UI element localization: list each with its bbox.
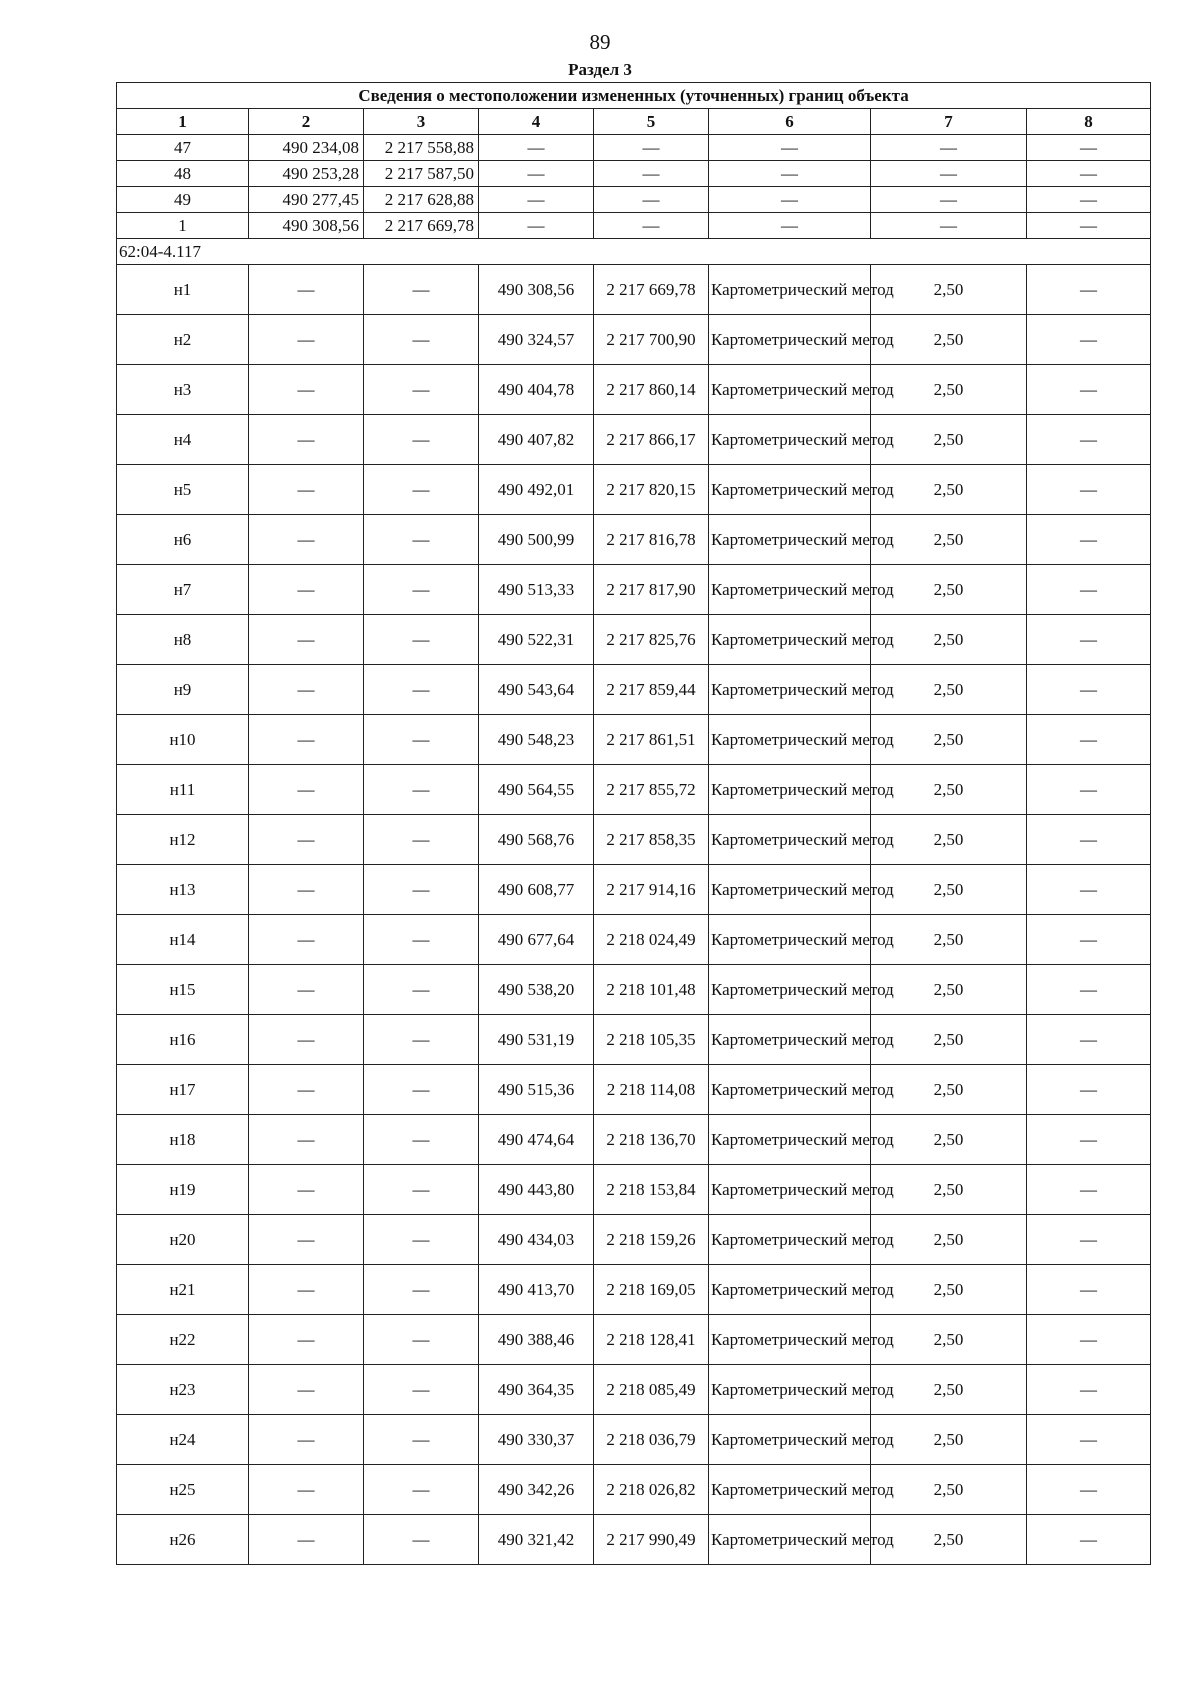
table-cell: 2,50 bbox=[871, 565, 1027, 615]
table-cell: Картометрический метод bbox=[709, 1115, 871, 1165]
table-cell: — bbox=[709, 187, 871, 213]
table-cell: — bbox=[479, 135, 594, 161]
group-row bbox=[117, 239, 1151, 265]
table-cell: — bbox=[249, 765, 364, 815]
table-cell: — bbox=[1027, 365, 1151, 415]
table-cell: н16 bbox=[117, 1015, 249, 1065]
table-cell: — bbox=[871, 135, 1027, 161]
table-row bbox=[117, 1315, 1151, 1365]
table-cell: 1 bbox=[117, 213, 249, 239]
table-cell: н4 bbox=[117, 415, 249, 465]
table-cell: 2 217 700,90 bbox=[594, 315, 709, 365]
table-cell: — bbox=[364, 465, 479, 515]
table-cell: н6 bbox=[117, 515, 249, 565]
table-cell: — bbox=[249, 1015, 364, 1065]
table-cell: 2,50 bbox=[871, 765, 1027, 815]
table-cell: 2 218 169,05 bbox=[594, 1265, 709, 1315]
table-cell: — bbox=[1027, 565, 1151, 615]
table-cell: — bbox=[249, 565, 364, 615]
table-cell: — bbox=[1027, 265, 1151, 315]
table-cell: Картометрический метод bbox=[709, 1265, 871, 1315]
table-row bbox=[117, 815, 1151, 865]
table-cell: — bbox=[871, 187, 1027, 213]
table-cell: Картометрический метод bbox=[709, 465, 871, 515]
table-cell: — bbox=[1027, 1215, 1151, 1265]
table-cell: 2,50 bbox=[871, 265, 1027, 315]
table-cell: — bbox=[364, 565, 479, 615]
table-cell: 2 217 860,14 bbox=[594, 365, 709, 415]
table-cell: н14 bbox=[117, 915, 249, 965]
table-cell: — bbox=[364, 415, 479, 465]
table-cell: 490 515,36 bbox=[479, 1065, 594, 1115]
table-cell: — bbox=[1027, 1515, 1151, 1565]
table-cell: 490 364,35 bbox=[479, 1365, 594, 1415]
table-cell: 490 407,82 bbox=[479, 415, 594, 465]
table-row bbox=[117, 915, 1151, 965]
table-cell: 490 677,64 bbox=[479, 915, 594, 965]
table-cell: 2 217 825,76 bbox=[594, 615, 709, 665]
table-cell: 490 404,78 bbox=[479, 365, 594, 415]
table-row bbox=[117, 1065, 1151, 1115]
table-cell: 490 538,20 bbox=[479, 965, 594, 1015]
table-cell: 2,50 bbox=[871, 1165, 1027, 1215]
table-cell: 490 513,33 bbox=[479, 565, 594, 615]
table-cell: — bbox=[364, 1415, 479, 1465]
table-cell: 490 434,03 bbox=[479, 1215, 594, 1265]
table-row bbox=[117, 865, 1151, 915]
table-cell: 2 217 990,49 bbox=[594, 1515, 709, 1565]
table-cell: — bbox=[1027, 315, 1151, 365]
table-cell: — bbox=[1027, 1415, 1151, 1465]
table-row bbox=[117, 665, 1151, 715]
table-cell: 2 217 817,90 bbox=[594, 565, 709, 615]
table-cell: 490 531,19 bbox=[479, 1015, 594, 1065]
table-cell: 490 277,45 bbox=[249, 187, 364, 213]
table-cell: н26 bbox=[117, 1515, 249, 1565]
table-cell: н5 bbox=[117, 465, 249, 515]
table-cell: — bbox=[249, 365, 364, 415]
column-number-2: 2 bbox=[249, 109, 364, 135]
table-cell: 490 608,77 bbox=[479, 865, 594, 915]
table-cell: н19 bbox=[117, 1165, 249, 1215]
table-cell: 2,50 bbox=[871, 1515, 1027, 1565]
table-cell: Картометрический метод bbox=[709, 365, 871, 415]
table-cell: — bbox=[249, 465, 364, 515]
table-cell: — bbox=[594, 187, 709, 213]
table-cell: 2,50 bbox=[871, 665, 1027, 715]
table-cell: — bbox=[249, 915, 364, 965]
table-row bbox=[117, 1415, 1151, 1465]
table-cell: Картометрический метод bbox=[709, 965, 871, 1015]
table-cell: 2,50 bbox=[871, 515, 1027, 565]
table-cell: — bbox=[364, 365, 479, 415]
table-cell: Картометрический метод bbox=[709, 1415, 871, 1465]
table-cell: 2,50 bbox=[871, 1265, 1027, 1315]
table-cell: — bbox=[249, 615, 364, 665]
table-cell: — bbox=[1027, 415, 1151, 465]
table-cell: — bbox=[364, 815, 479, 865]
table-cell: Картометрический метод bbox=[709, 665, 871, 715]
table-cell: — bbox=[364, 265, 479, 315]
table-cell: — bbox=[1027, 1015, 1151, 1065]
table-cell: — bbox=[364, 1215, 479, 1265]
table-cell: 2,50 bbox=[871, 415, 1027, 465]
table-cell: Картометрический метод bbox=[709, 1215, 871, 1265]
table-cell: Картометрический метод bbox=[709, 565, 871, 615]
table-cell: — bbox=[1027, 915, 1151, 965]
table-cell: 490 234,08 bbox=[249, 135, 364, 161]
table-cell: 490 413,70 bbox=[479, 1265, 594, 1315]
table-cell: — bbox=[364, 1515, 479, 1565]
table-cell: — bbox=[1027, 161, 1151, 187]
table-cell: — bbox=[594, 161, 709, 187]
table-cell: — bbox=[364, 315, 479, 365]
table-cell: 490 443,80 bbox=[479, 1165, 594, 1215]
table-cell: 490 342,26 bbox=[479, 1465, 594, 1515]
table-cell: — bbox=[249, 315, 364, 365]
table-cell: 2,50 bbox=[871, 1465, 1027, 1515]
table-cell: Картометрический метод bbox=[709, 265, 871, 315]
table-cell: — bbox=[871, 161, 1027, 187]
table-cell: 2,50 bbox=[871, 1415, 1027, 1465]
table-cell: н20 bbox=[117, 1215, 249, 1265]
table-cell: — bbox=[249, 1365, 364, 1415]
column-number-3: 3 bbox=[364, 109, 479, 135]
table-cell: 47 bbox=[117, 135, 249, 161]
table-row bbox=[117, 1015, 1151, 1065]
table-cell: 2,50 bbox=[871, 615, 1027, 665]
table-cell: 2,50 bbox=[871, 1215, 1027, 1265]
table-cell: н18 bbox=[117, 1115, 249, 1165]
table-row bbox=[117, 1115, 1151, 1165]
group-label: 62:04-4.117 bbox=[117, 239, 1151, 265]
table-row bbox=[117, 265, 1151, 315]
table-row bbox=[117, 1365, 1151, 1415]
table-cell: 2,50 bbox=[871, 1015, 1027, 1065]
table-cell: н10 bbox=[117, 715, 249, 765]
table-cell: — bbox=[249, 1465, 364, 1515]
table-cell: 490 308,56 bbox=[479, 265, 594, 315]
table-cell: 2 217 861,51 bbox=[594, 715, 709, 765]
boundary-points-table bbox=[116, 82, 1151, 1565]
table-row bbox=[117, 161, 1151, 187]
table-cell: 2 217 914,16 bbox=[594, 865, 709, 915]
table-cell: н8 bbox=[117, 615, 249, 665]
column-number-4: 4 bbox=[479, 109, 594, 135]
table-cell: 2 217 669,78 bbox=[364, 213, 479, 239]
table-cell: 48 bbox=[117, 161, 249, 187]
table-cell: — bbox=[1027, 865, 1151, 915]
table-cell: 490 321,42 bbox=[479, 1515, 594, 1565]
table-cell: — bbox=[364, 665, 479, 715]
table-row bbox=[117, 415, 1151, 465]
table-cell: 2,50 bbox=[871, 865, 1027, 915]
table-cell: — bbox=[249, 515, 364, 565]
table-cell: — bbox=[1027, 715, 1151, 765]
table-cell: — bbox=[249, 1515, 364, 1565]
table-cell: — bbox=[249, 1415, 364, 1465]
table-cell: н25 bbox=[117, 1465, 249, 1515]
table-cell: Картометрический метод bbox=[709, 315, 871, 365]
table-cell: — bbox=[249, 415, 364, 465]
table-cell: 2 217 820,15 bbox=[594, 465, 709, 515]
page-number: 89 bbox=[589, 30, 611, 54]
table-cell: 490 474,64 bbox=[479, 1115, 594, 1165]
table-cell: — bbox=[709, 161, 871, 187]
table-cell: 2 217 558,88 bbox=[364, 135, 479, 161]
table-cell: Картометрический метод bbox=[709, 415, 871, 465]
table-cell: — bbox=[249, 1165, 364, 1215]
table-cell: — bbox=[364, 1015, 479, 1065]
table-cell: Картометрический метод bbox=[709, 615, 871, 665]
table-cell: — bbox=[594, 135, 709, 161]
table-cell: 2 217 866,17 bbox=[594, 415, 709, 465]
table-cell: — bbox=[1027, 1315, 1151, 1365]
table-cell: — bbox=[249, 1115, 364, 1165]
table-cell: Картометрический метод bbox=[709, 715, 871, 765]
table-cell: 2 218 026,82 bbox=[594, 1465, 709, 1515]
table-cell: — bbox=[364, 1465, 479, 1515]
table-cell: — bbox=[249, 715, 364, 765]
table-cell: 490 543,64 bbox=[479, 665, 594, 715]
table-row bbox=[117, 615, 1151, 665]
table-row bbox=[117, 565, 1151, 615]
table-cell: — bbox=[1027, 965, 1151, 1015]
table-cell: — bbox=[364, 865, 479, 915]
table-cell: 490 568,76 bbox=[479, 815, 594, 865]
table-cell: Картометрический метод bbox=[709, 1315, 871, 1365]
table-row bbox=[117, 715, 1151, 765]
table-cell: н22 bbox=[117, 1315, 249, 1365]
table-cell: Картометрический метод bbox=[709, 1365, 871, 1415]
table-cell: 490 330,37 bbox=[479, 1415, 594, 1465]
table-cell: 2 218 114,08 bbox=[594, 1065, 709, 1115]
table-cell: Картометрический метод bbox=[709, 1515, 871, 1565]
table-caption-row bbox=[117, 83, 1151, 109]
table-cell: — bbox=[1027, 615, 1151, 665]
table-cell: 490 500,99 bbox=[479, 515, 594, 565]
table-cell: — bbox=[479, 213, 594, 239]
table-row bbox=[117, 1465, 1151, 1515]
column-number-5: 5 bbox=[594, 109, 709, 135]
table-cell: 2 218 036,79 bbox=[594, 1415, 709, 1465]
table-cell: Картометрический метод bbox=[709, 515, 871, 565]
column-number-7: 7 bbox=[871, 109, 1027, 135]
table-cell: Картометрический метод bbox=[709, 765, 871, 815]
table-cell: 2,50 bbox=[871, 1065, 1027, 1115]
table-cell: н21 bbox=[117, 1265, 249, 1315]
table-cell: — bbox=[249, 1215, 364, 1265]
table-cell: 490 564,55 bbox=[479, 765, 594, 815]
table-cell: — bbox=[249, 1315, 364, 1365]
table-cell: 2,50 bbox=[871, 365, 1027, 415]
table-cell: — bbox=[1027, 515, 1151, 565]
table-cell: — bbox=[871, 213, 1027, 239]
table-cell: — bbox=[1027, 465, 1151, 515]
table-cell: н3 bbox=[117, 365, 249, 415]
table-cell: — bbox=[364, 1265, 479, 1315]
table-cell: 49 bbox=[117, 187, 249, 213]
table-cell: — bbox=[1027, 213, 1151, 239]
column-number-6: 6 bbox=[709, 109, 871, 135]
table-cell: — bbox=[364, 1315, 479, 1365]
table-cell: — bbox=[364, 1115, 479, 1165]
table-cell: — bbox=[1027, 1165, 1151, 1215]
table-cell: 2 218 024,49 bbox=[594, 915, 709, 965]
table-cell: 2,50 bbox=[871, 315, 1027, 365]
table-cell: — bbox=[1027, 765, 1151, 815]
table-cell: — bbox=[364, 615, 479, 665]
section-title: Раздел 3 bbox=[568, 60, 632, 79]
table-cell: 2 217 858,35 bbox=[594, 815, 709, 865]
table-cell: — bbox=[364, 915, 479, 965]
table-row bbox=[117, 315, 1151, 365]
table-cell: — bbox=[364, 965, 479, 1015]
table-cell: 2 218 153,84 bbox=[594, 1165, 709, 1215]
table-cell: — bbox=[709, 135, 871, 161]
table-cell: — bbox=[1027, 135, 1151, 161]
table-cell: — bbox=[364, 515, 479, 565]
column-number-8: 8 bbox=[1027, 109, 1151, 135]
table-cell: н1 bbox=[117, 265, 249, 315]
table-cell: 2 218 085,49 bbox=[594, 1365, 709, 1415]
table-cell: н9 bbox=[117, 665, 249, 715]
table-cell: 2,50 bbox=[871, 965, 1027, 1015]
table-cell: 2 218 159,26 bbox=[594, 1215, 709, 1265]
table-cell: — bbox=[1027, 1465, 1151, 1515]
table-cell: — bbox=[249, 965, 364, 1015]
table-cell: н11 bbox=[117, 765, 249, 815]
table-cell: Картометрический метод bbox=[709, 865, 871, 915]
table-cell: — bbox=[1027, 1265, 1151, 1315]
table-cell: 2 217 816,78 bbox=[594, 515, 709, 565]
table-cell: Картометрический метод bbox=[709, 815, 871, 865]
table-cell: — bbox=[1027, 665, 1151, 715]
table-cell: 490 308,56 bbox=[249, 213, 364, 239]
table-cell: н17 bbox=[117, 1065, 249, 1115]
table-cell: 2,50 bbox=[871, 715, 1027, 765]
table-cell: — bbox=[1027, 187, 1151, 213]
table-cell: н12 bbox=[117, 815, 249, 865]
table-cell: 490 253,28 bbox=[249, 161, 364, 187]
table-cell: 2 217 628,88 bbox=[364, 187, 479, 213]
table-cell: Картометрический метод bbox=[709, 1015, 871, 1065]
table-cell: — bbox=[364, 715, 479, 765]
table-cell: — bbox=[364, 1065, 479, 1115]
table-row bbox=[117, 1515, 1151, 1565]
table-cell: н2 bbox=[117, 315, 249, 365]
table-cell: — bbox=[249, 1065, 364, 1115]
table-cell: 490 522,31 bbox=[479, 615, 594, 665]
table-row bbox=[117, 465, 1151, 515]
table-row bbox=[117, 135, 1151, 161]
table-row bbox=[117, 765, 1151, 815]
table-cell: 2 218 105,35 bbox=[594, 1015, 709, 1065]
table-row bbox=[117, 1165, 1151, 1215]
table-cell: — bbox=[1027, 1115, 1151, 1165]
table-cell: — bbox=[364, 1165, 479, 1215]
table-cell: — bbox=[249, 665, 364, 715]
table-cell: — bbox=[479, 161, 594, 187]
table-cell: н24 bbox=[117, 1415, 249, 1465]
column-number-1: 1 bbox=[117, 109, 249, 135]
table-cell: 2 217 859,44 bbox=[594, 665, 709, 715]
table-cell: Картометрический метод bbox=[709, 1065, 871, 1115]
table-cell: — bbox=[364, 765, 479, 815]
table-cell: — bbox=[364, 1365, 479, 1415]
table-cell: 2,50 bbox=[871, 1315, 1027, 1365]
table-cell: н7 bbox=[117, 565, 249, 615]
table-cell: — bbox=[249, 1265, 364, 1315]
table-row bbox=[117, 515, 1151, 565]
table-cell: Картометрический метод bbox=[709, 1165, 871, 1215]
table-cell: — bbox=[594, 213, 709, 239]
table-row bbox=[117, 213, 1151, 239]
table-cell: 2,50 bbox=[871, 1365, 1027, 1415]
table-cell: 490 324,57 bbox=[479, 315, 594, 365]
table-row bbox=[117, 187, 1151, 213]
table-cell: 2 217 587,50 bbox=[364, 161, 479, 187]
table-cell: 490 388,46 bbox=[479, 1315, 594, 1365]
table-cell: — bbox=[1027, 815, 1151, 865]
table-cell: 2,50 bbox=[871, 465, 1027, 515]
table-cell: н15 bbox=[117, 965, 249, 1015]
table-cell: — bbox=[249, 815, 364, 865]
table-cell: 2 218 128,41 bbox=[594, 1315, 709, 1365]
column-numbers-row bbox=[117, 109, 1151, 135]
table-cell: — bbox=[479, 187, 594, 213]
table-cell: — bbox=[1027, 1365, 1151, 1415]
table-cell: — bbox=[709, 213, 871, 239]
table-cell: — bbox=[1027, 1065, 1151, 1115]
table-cell: 2 218 136,70 bbox=[594, 1115, 709, 1165]
table-cell: 2,50 bbox=[871, 1115, 1027, 1165]
table-cell: — bbox=[249, 265, 364, 315]
table-caption: Сведения о местоположении измененных (уточненных) границ объекта bbox=[117, 83, 1151, 109]
table-row bbox=[117, 1215, 1151, 1265]
table-row bbox=[117, 965, 1151, 1015]
table-cell: н23 bbox=[117, 1365, 249, 1415]
table-cell: 2 218 101,48 bbox=[594, 965, 709, 1015]
table-row bbox=[117, 365, 1151, 415]
table-cell: — bbox=[249, 865, 364, 915]
table-cell: 2 217 855,72 bbox=[594, 765, 709, 815]
table-cell: 2 217 669,78 bbox=[594, 265, 709, 315]
table-row bbox=[117, 1265, 1151, 1315]
table-cell: Картометрический метод bbox=[709, 915, 871, 965]
table-cell: 2,50 bbox=[871, 815, 1027, 865]
table-cell: Картометрический метод bbox=[709, 1465, 871, 1515]
table-cell: 490 492,01 bbox=[479, 465, 594, 515]
table-cell: 490 548,23 bbox=[479, 715, 594, 765]
table-cell: 2,50 bbox=[871, 915, 1027, 965]
table-cell: н13 bbox=[117, 865, 249, 915]
